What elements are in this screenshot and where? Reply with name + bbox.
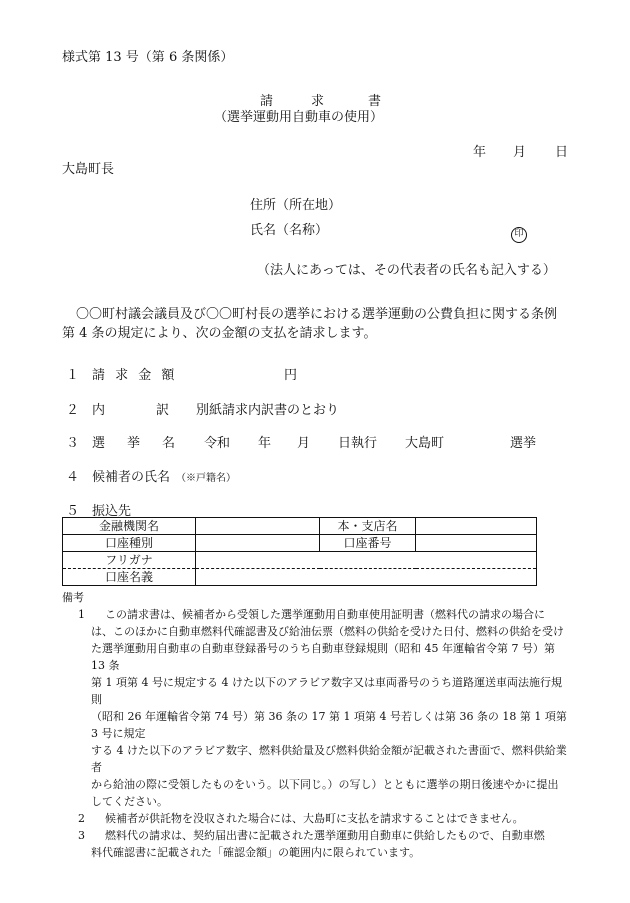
remark-1-line: してください。 (91, 795, 168, 808)
furigana-field (196, 552, 537, 569)
remark-3-number: 3 (78, 829, 85, 842)
date-month: 月 (513, 145, 527, 160)
account-number-field (416, 535, 537, 552)
item-3-label-b: 挙 (127, 436, 141, 451)
item-3-month: 月 (297, 436, 311, 451)
item-4-number: ４ (66, 470, 80, 485)
item-3-era: 令和 (204, 436, 231, 451)
remarks-heading: 備考 (62, 591, 84, 604)
item-3-suffix: 選挙 (510, 436, 537, 451)
remark-3 (62, 827, 572, 861)
name-label: 氏名（名称） (250, 223, 329, 238)
seal-mark: 印 (511, 227, 527, 243)
item-1-label: 請 求 金 額 (92, 368, 175, 383)
bank-account-table (62, 517, 537, 586)
item-3-year: 年 (258, 436, 272, 451)
branch-header: 本・支店名 (320, 518, 416, 535)
item-2-value: 別紙請求内訳書のとおり (196, 403, 340, 418)
remark-1-line: から給油の際に受領したものをいう。以下同じ。）の写し）とともに選挙の期日後速やかに提出 (91, 778, 559, 791)
item-1-number: １ (66, 368, 80, 383)
body-text-line-1: 〇〇町村議会議員及び〇〇町村長の選挙における選挙運動の公費負担に関する条例 (76, 307, 558, 322)
remark-1-line: た選挙運動用自動車の自動車登録番号のうち自動車登録規則（昭和 45 年運輸省令第 7 号）第 13 条 (91, 642, 555, 672)
item-3-day: 日執行 (338, 436, 378, 451)
remark-1-line: は、このほかに自動車燃料代確認書及び給油伝票（燃料の供給を受けた日付、燃料の供給を受け (91, 625, 564, 638)
item-3-number: ３ (66, 436, 80, 451)
date-year: 年 (473, 145, 487, 160)
remark-3-line: 燃料代の請求は、契約届出書に記載された選挙運動用自動車に供給したもので、自動車燃 (105, 829, 545, 842)
remark-2-line: 候補者が供託物を没収された場合には、大島町に支払を請求することはできません。 (105, 812, 524, 825)
representative-note: （法人にあっては、その代表者の氏名も記入する） (257, 263, 556, 278)
title-char-3: 書 (368, 94, 382, 109)
remark-1-number: 1 (78, 608, 85, 621)
item-4-label: 候補者の氏名 (92, 470, 171, 485)
remark-1-line: 第 1 項第 4 号に規定する 4 けた以下のアラビア数字又は車両番号のうち道路運送車両法施行規則 (91, 676, 562, 706)
title-char-1: 請 (260, 94, 274, 109)
item-3-place: 大島町 (405, 436, 445, 451)
bank-name-header: 金融機関名 (63, 518, 196, 535)
branch-field (416, 518, 537, 535)
item-2-number: ２ (66, 403, 80, 418)
item-3-label-a: 選 (92, 436, 106, 451)
remark-3-line: 料代確認書に記載された「確認金額」の範囲内に限られています。 (91, 846, 421, 859)
furigana-header: フリガナ (63, 552, 196, 569)
item-5-number: ５ (66, 504, 80, 519)
item-1-yen: 円 (284, 368, 298, 383)
remarks-section (62, 589, 572, 861)
item-4-koseki-note: （※戸籍名） (176, 473, 236, 484)
form-number: 様式第 13 号（第 6 条関係） (62, 50, 234, 65)
remark-2 (62, 810, 572, 827)
account-type-field (196, 535, 320, 552)
account-holder-header: 口座名義 (63, 569, 196, 586)
remark-1-line: この請求書は、候補者から受領した選挙運動用自動車使用証明書（燃料代の請求の場合に (105, 608, 545, 621)
remark-1-line: （昭和 26 年運輸省令第 74 号）第 36 条の 17 第 1 項第 4 号若しくは第 36 条の 18 第 1 項第 3 号に規定 (91, 710, 567, 740)
addressee: 大島町長 (62, 162, 115, 177)
item-2-label-a: 内 (92, 403, 106, 418)
account-type-header: 口座種別 (63, 535, 196, 552)
date-day: 日 (555, 145, 569, 160)
body-text-line-2: 第 4 条の規定により、次の金額の支払を請求します。 (62, 326, 377, 341)
item-5-label: 振込先 (92, 504, 132, 519)
item-3-label-c: 名 (162, 436, 176, 451)
title-char-2: 求 (311, 94, 325, 109)
remark-2-number: 2 (78, 812, 85, 825)
item-2-label-b: 訳 (156, 403, 170, 418)
subtitle: （選挙運動用自動車の使用） (214, 110, 384, 125)
bank-name-field (196, 518, 320, 535)
address-label: 住所（所在地） (250, 198, 342, 213)
remark-1 (62, 606, 572, 810)
remark-1-line: する 4 けた以下のアラビア数字、燃料供給量及び燃料供給金額が記載された書面で、燃料供給業者 (91, 744, 567, 774)
account-holder-field (196, 569, 537, 586)
account-number-header: 口座番号 (320, 535, 416, 552)
